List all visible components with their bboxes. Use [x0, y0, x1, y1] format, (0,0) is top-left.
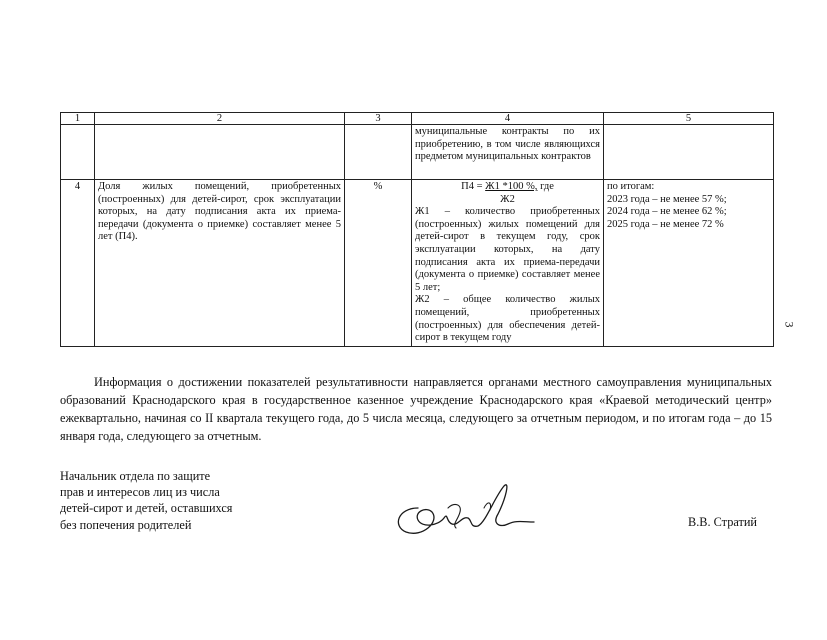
- target-item: 2025 года – не менее 72 %: [607, 218, 724, 230]
- position-line: детей-сирот и детей, оставшихся: [60, 501, 233, 516]
- cell-description: [95, 125, 345, 180]
- info-paragraph: [60, 373, 772, 445]
- position-line: без попечения родителей: [60, 517, 192, 532]
- cell-formula-continuation: муниципальные контракты по их приобретению, в том числе являющихся предметом муниципальных контрактов: [412, 125, 604, 180]
- formula-denominator: Ж2: [500, 193, 515, 205]
- header-cell: 3: [345, 113, 412, 125]
- header-cell: 4: [412, 113, 604, 125]
- formula-numerator: Ж1 *100 %,: [485, 181, 538, 192]
- cell-unit: %: [345, 180, 412, 347]
- info-text: Информация о достижении показателей результативности направляется органами местного самоуправления муниципальных образований Краснодарского края в государственное казенное учреждение Краснодарского края «Краевой методический центр» ежеквартально, начиная со II квартала текущего года, до 5 числа месяца, следующего за отчетным периодом, и по итогам года – до 15 января года, следующего за отчетным.: [60, 375, 772, 443]
- signatory-name: В.В. Стратий: [688, 515, 758, 529]
- cell-description: Доля жилых помещений, приобретенных (построенных) для детей-сирот, срок эксплуатации которых, на дату подписания акта их приема-передачи (документа о приемке) составляет менее 5 лет (П4).: [95, 180, 345, 347]
- indicators-table: [60, 112, 774, 347]
- table-row-4: [61, 180, 774, 347]
- cell-targets: [604, 180, 774, 347]
- target-item: 2024 года – не менее 62 %;: [607, 206, 727, 218]
- targets-heading: по итогам:: [607, 181, 655, 192]
- definition-zh2: Ж2 – общее количество жилых помещений, приобретенных (построенных) для обеспечения детей-сирот в текущем году: [415, 294, 600, 344]
- formula-right: где: [537, 181, 554, 192]
- formula-line: [415, 181, 600, 194]
- cell-num: 4: [61, 180, 95, 347]
- definition-zh1: Ж1 – количество приобретенных (построенных) жилых помещений для детей-сирот в текущем году, срок эксплуатации которых, на дату подписания акта их приема-передачи (документа о приемке) составляет менее 5 лет;: [415, 206, 600, 293]
- header-cell: 1: [61, 113, 95, 125]
- header-cell: 5: [604, 113, 774, 125]
- position-line: Начальник отдела по защите: [60, 469, 211, 483]
- cell-formula: [412, 180, 604, 347]
- formula-left: П4 =: [461, 181, 486, 192]
- header-cell: 2: [95, 113, 345, 125]
- signatory-position: [60, 468, 290, 533]
- cell-unit: [345, 125, 412, 180]
- position-line: прав и интересов лиц из числа: [60, 485, 220, 500]
- cell-targets: [604, 125, 774, 180]
- handwritten-signature: [388, 478, 538, 540]
- target-item: 2023 года – не менее 57 %;: [607, 193, 727, 205]
- table-row-continuation: [61, 125, 774, 180]
- page-number: 3: [782, 321, 797, 328]
- table-header-row: [61, 113, 774, 125]
- cell-num: [61, 125, 95, 180]
